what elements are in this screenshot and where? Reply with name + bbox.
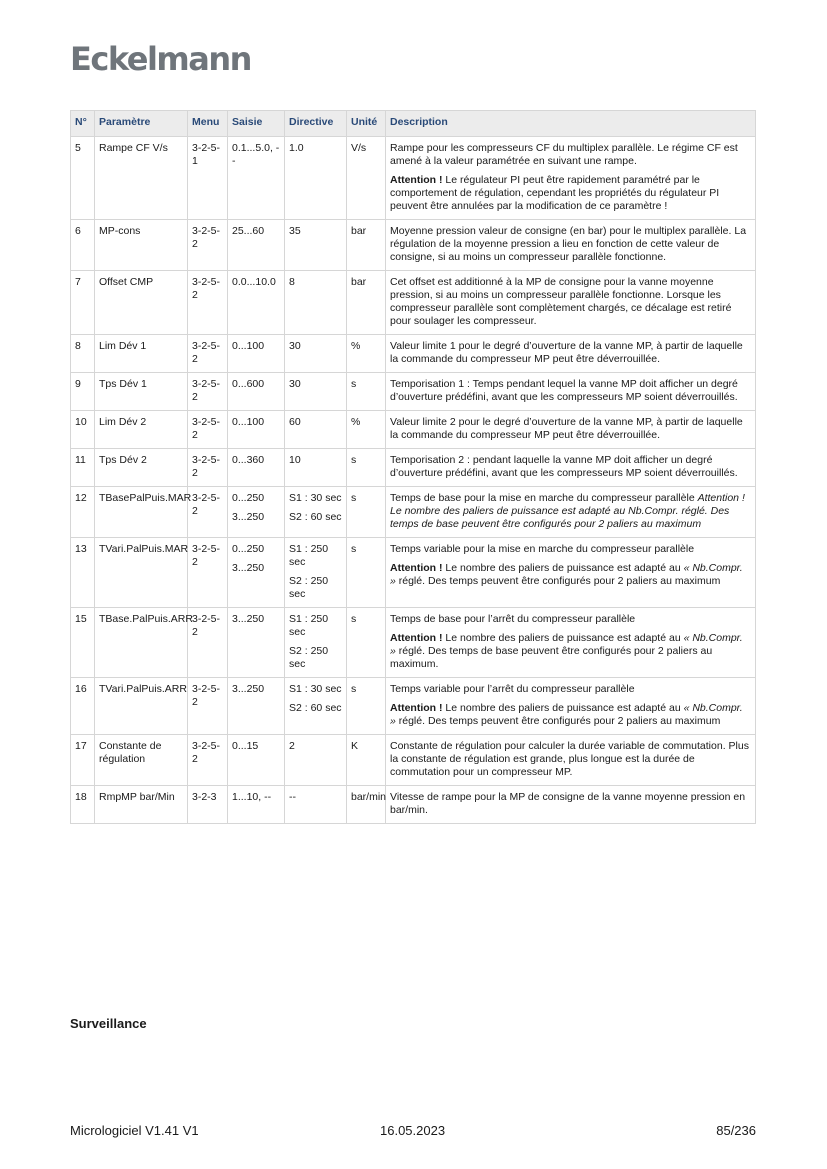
table-row — [71, 137, 756, 220]
cell-description — [386, 137, 756, 220]
cell-default — [285, 487, 347, 538]
description-text: Valeur limite 1 pour le degré d’ouverture de la vanne MP, à partir de laquelle la commande du compresseur MP peut être déverrouillée. — [390, 340, 743, 365]
cell-input — [228, 538, 285, 608]
cell-unit: s — [347, 538, 386, 608]
cell-input — [228, 786, 285, 824]
cell-unit: s — [347, 449, 386, 487]
description-paragraph — [390, 378, 751, 404]
cell-input-line: 0...100 — [232, 340, 265, 352]
description-text: Temps de base pour l’arrêt du compresseur parallèle — [390, 613, 636, 625]
description-paragraph — [390, 562, 751, 588]
description-paragraph — [390, 276, 751, 328]
description-paragraph — [390, 683, 751, 696]
cell-menu: 3-2-5-2 — [188, 449, 228, 487]
cell-input-line: 25...60 — [232, 225, 265, 237]
cell-input — [228, 487, 285, 538]
cell-input-line: 0...250 — [232, 543, 265, 555]
cell-number: 18 — [71, 786, 95, 824]
header-parameter: Paramètre — [95, 111, 188, 137]
description-paragraph — [390, 543, 751, 556]
cell-menu: 3-2-5-2 — [188, 335, 228, 373]
footer-firmware: Micrologiciel V1.41 V1 — [70, 1123, 199, 1138]
cell-input — [228, 411, 285, 449]
cell-number: 5 — [71, 137, 95, 220]
cell-default-line: 2 — [289, 740, 295, 752]
cell-menu: 3-2-5-2 — [188, 487, 228, 538]
description-paragraph — [390, 740, 751, 779]
header-input: Saisie — [228, 111, 285, 137]
cell-input — [228, 335, 285, 373]
description-text: Temps variable pour la mise en marche du compresseur parallèle — [390, 543, 695, 555]
footer-page-number: 85/236 — [716, 1123, 756, 1138]
cell-parameter: MP-cons — [95, 220, 188, 271]
cell-default-line: S2 : 250 sec — [289, 575, 329, 600]
cell-menu: 3-2-5-2 — [188, 411, 228, 449]
cell-number: 17 — [71, 735, 95, 786]
cell-default-line: S1 : 250 sec — [289, 613, 329, 638]
cell-input-line: 3...250 — [232, 613, 265, 625]
description-text: Vitesse de rampe pour la MP de consigne de la vanne moyenne pression en bar/min. — [390, 791, 746, 816]
description-text: Valeur limite 2 pour le degré d’ouverture de la vanne MP, à partir de laquelle la commande du compresseur MP peut être déverrouillée. — [390, 416, 743, 441]
cell-menu: 3-2-5-2 — [188, 373, 228, 411]
cell-default-line: -- — [289, 791, 296, 803]
cell-number: 15 — [71, 608, 95, 678]
header-number: N° — [71, 111, 95, 137]
cell-unit: K — [347, 735, 386, 786]
table-row — [71, 271, 756, 335]
cell-default-line: 30 — [289, 378, 301, 390]
table-row — [71, 335, 756, 373]
cell-input — [228, 678, 285, 735]
description-text: Temporisation 2 : pendant laquelle la vanne MP doit afficher un degré d’ouverture prédéfini, avant que les compresseurs MP soient déverrouillés. — [390, 454, 738, 479]
parameter-table — [70, 110, 756, 824]
cell-description — [386, 271, 756, 335]
cell-input-line: 0.1...5.0, -- — [232, 142, 280, 167]
cell-default-line: S2 : 60 sec — [289, 702, 342, 714]
header-unit: Unité — [347, 111, 386, 137]
cell-default-line: 30 — [289, 340, 301, 352]
description-paragraph — [390, 632, 751, 671]
table-row — [71, 608, 756, 678]
description-text: Constante de régulation pour calculer la durée variable de commutation. Plus la constante de régulation est grande, plus longue est la durée de commutation pour un compresseur MP. — [390, 740, 749, 778]
cell-unit: V/s — [347, 137, 386, 220]
description-text: Le nombre des paliers de puissance est adapté au — [442, 702, 684, 714]
description-text: réglé. Des temps peuvent être configurés pour 2 paliers au maximum — [395, 715, 721, 727]
cell-description — [386, 411, 756, 449]
description-text: Le nombre des paliers de puissance est adapté au — [442, 632, 684, 644]
cell-unit: bar — [347, 271, 386, 335]
cell-menu: 3-2-5-2 — [188, 271, 228, 335]
cell-parameter: Constante de régulation — [95, 735, 188, 786]
cell-parameter: TVari.PalPuis.ARR — [95, 678, 188, 735]
table-body — [71, 137, 756, 824]
cell-number: 8 — [71, 335, 95, 373]
description-text: réglé. Des temps de base peuvent être configurés pour 2 paliers au maximum. — [390, 645, 713, 670]
description-text: Attention ! Le nombre des paliers de puissance est adapté au Nb.Compr. réglé. Des temps de base peuvent être configurés pour 2 paliers au maximum — [390, 492, 745, 530]
cell-input-line: 0.0...10.0 — [232, 276, 276, 288]
cell-parameter: Offset CMP — [95, 271, 188, 335]
description-paragraph — [390, 142, 751, 168]
cell-number: 6 — [71, 220, 95, 271]
description-text: Le régulateur PI peut être rapidement paramétré par le comportement de régulation, cependant les propriétés du régulateur PI peuvent être annulées par la modification de ce paramètre ! — [390, 174, 720, 212]
cell-input — [228, 220, 285, 271]
cell-default — [285, 137, 347, 220]
description-paragraph — [390, 702, 751, 728]
cell-default — [285, 735, 347, 786]
cell-menu: 3-2-5-1 — [188, 137, 228, 220]
cell-description — [386, 373, 756, 411]
cell-number: 9 — [71, 373, 95, 411]
cell-unit: % — [347, 335, 386, 373]
table-header-row — [71, 111, 756, 137]
cell-number: 13 — [71, 538, 95, 608]
cell-number: 10 — [71, 411, 95, 449]
description-paragraph — [390, 613, 751, 626]
description-paragraph — [390, 454, 751, 480]
table-row — [71, 735, 756, 786]
cell-default — [285, 538, 347, 608]
attention-label: Attention ! — [390, 174, 443, 186]
table-row — [71, 220, 756, 271]
cell-input — [228, 373, 285, 411]
cell-parameter: TVari.PalPuis.MAR — [95, 538, 188, 608]
cell-menu: 3-2-5-2 — [188, 538, 228, 608]
table-row — [71, 678, 756, 735]
cell-input — [228, 735, 285, 786]
cell-parameter: Lim Dév 2 — [95, 411, 188, 449]
cell-unit: s — [347, 678, 386, 735]
cell-unit: bar — [347, 220, 386, 271]
attention-label: Attention ! — [390, 632, 443, 644]
cell-description — [386, 335, 756, 373]
description-text: « Nb.Compr. » — [390, 702, 743, 727]
cell-unit: bar/min — [347, 786, 386, 824]
description-text: Temporisation 1 : Temps pendant lequel la vanne MP doit afficher un degré d’ouverture prédéfini, avant que les compresseurs MP soient déverrouillés. — [390, 378, 738, 403]
description-text: Temps variable pour l’arrêt du compresseur parallèle — [390, 683, 635, 695]
cell-default — [285, 411, 347, 449]
cell-unit: s — [347, 487, 386, 538]
cell-parameter: Tps Dév 2 — [95, 449, 188, 487]
cell-default-line: S1 : 30 sec — [289, 683, 342, 695]
description-paragraph — [390, 340, 751, 366]
cell-description — [386, 608, 756, 678]
cell-default — [285, 608, 347, 678]
cell-input-line: 0...360 — [232, 454, 265, 466]
description-text: Rampe pour les compresseurs CF du multiplex parallèle. Le régime CF est amené à la valeur paramétrée en suivant une rampe. — [390, 142, 738, 167]
cell-parameter: TBasePalPuis.MAR — [95, 487, 188, 538]
cell-default-line: 1.0 — [289, 142, 304, 154]
cell-default-line: S2 : 250 sec — [289, 645, 329, 670]
description-text: « Nb.Compr. » — [390, 632, 743, 657]
cell-default-line: S1 : 250 sec — [289, 543, 329, 568]
cell-input-line: 3...250 — [232, 683, 265, 695]
cell-default — [285, 786, 347, 824]
cell-menu: 3-2-5-2 — [188, 608, 228, 678]
table-row — [71, 786, 756, 824]
header-menu: Menu — [188, 111, 228, 137]
cell-input — [228, 449, 285, 487]
cell-default-line: 8 — [289, 276, 295, 288]
cell-description — [386, 735, 756, 786]
cell-description — [386, 220, 756, 271]
cell-default — [285, 335, 347, 373]
table-row — [71, 373, 756, 411]
cell-parameter: RmpMP bar/Min — [95, 786, 188, 824]
cell-input-line: 1...10, -- — [232, 791, 272, 803]
cell-default — [285, 373, 347, 411]
cell-default-line: 60 — [289, 416, 301, 428]
cell-number: 12 — [71, 487, 95, 538]
cell-default-line: 10 — [289, 454, 301, 466]
cell-default — [285, 449, 347, 487]
cell-description — [386, 786, 756, 824]
table-row — [71, 411, 756, 449]
cell-default — [285, 220, 347, 271]
description-paragraph — [390, 791, 751, 817]
description-text: « Nb.Compr. » — [390, 562, 743, 587]
cell-input-line: 0...250 — [232, 492, 265, 504]
table-row — [71, 487, 756, 538]
attention-label: Attention ! — [390, 562, 443, 574]
cell-input-line: 3...250 — [232, 511, 265, 523]
cell-default-line: S2 : 60 sec — [289, 511, 342, 523]
cell-default — [285, 678, 347, 735]
header-default: Directive — [285, 111, 347, 137]
cell-parameter: Rampe CF V/s — [95, 137, 188, 220]
description-text: Cet offset est additionné à la MP de consigne pour la vanne moyenne pression, si au moins un compresseur parallèle fonctionne. Lorsque les compresseur parallèle sont complètement chargés, ce décalage est retiré pour soulager les compresseur. — [390, 276, 732, 327]
cell-unit: s — [347, 373, 386, 411]
footer-date: 16.05.2023 — [380, 1123, 446, 1138]
section-heading: Surveillance — [70, 1016, 147, 1031]
cell-menu: 3-2-3 — [188, 786, 228, 824]
description-text: Le nombre des paliers de puissance est adapté au — [442, 562, 684, 574]
cell-description — [386, 538, 756, 608]
cell-parameter: Lim Dév 1 — [95, 335, 188, 373]
cell-number: 7 — [71, 271, 95, 335]
table-row — [71, 449, 756, 487]
description-paragraph — [390, 225, 751, 264]
cell-input-line: 0...600 — [232, 378, 265, 390]
cell-description — [386, 449, 756, 487]
cell-menu: 3-2-5-2 — [188, 735, 228, 786]
cell-unit: s — [347, 608, 386, 678]
cell-default-line: S1 : 30 sec — [289, 492, 342, 504]
brand-logo: Eckelmann — [70, 40, 251, 78]
cell-input — [228, 271, 285, 335]
cell-menu: 3-2-5-2 — [188, 220, 228, 271]
cell-menu: 3-2-5-2 — [188, 678, 228, 735]
cell-input — [228, 608, 285, 678]
cell-description — [386, 487, 756, 538]
description-text: réglé. Des temps peuvent être configurés pour 2 paliers au maximum — [395, 575, 721, 587]
cell-parameter: TBase.PalPuis.ARR — [95, 608, 188, 678]
cell-unit: % — [347, 411, 386, 449]
cell-default — [285, 271, 347, 335]
description-paragraph — [390, 174, 751, 213]
cell-parameter: Tps Dév 1 — [95, 373, 188, 411]
cell-input-line: 0...15 — [232, 740, 259, 752]
description-paragraph — [390, 416, 751, 442]
cell-input-line: 0...100 — [232, 416, 265, 428]
cell-input — [228, 137, 285, 220]
cell-number: 11 — [71, 449, 95, 487]
cell-input-line: 3...250 — [232, 562, 265, 574]
cell-number: 16 — [71, 678, 95, 735]
description-paragraph — [390, 492, 751, 531]
table-row — [71, 538, 756, 608]
cell-default-line: 35 — [289, 225, 301, 237]
attention-label: Attention ! — [390, 702, 443, 714]
cell-description — [386, 678, 756, 735]
header-description: Description — [386, 111, 756, 137]
description-text: Moyenne pression valeur de consigne (en bar) pour le multiplex parallèle. La régulation de la moyenne pression a lieu en fonction de cette valeur de consigne, si au moins un compresseur parallèle fonctionne. — [390, 225, 747, 263]
description-text: Temps de base pour la mise en marche du compresseur parallèle — [390, 492, 698, 504]
